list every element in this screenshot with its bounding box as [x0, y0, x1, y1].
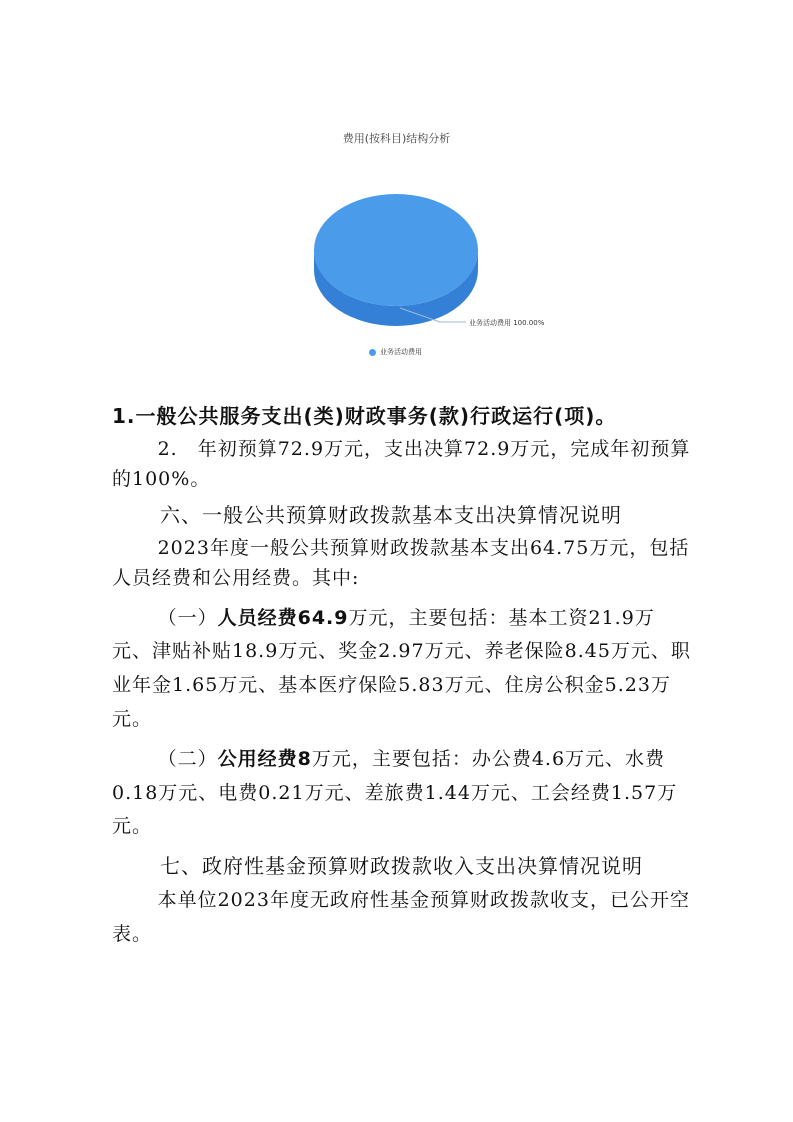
section7-body: 本单位2023年度无政府性基金预算财政拨款收支，已公开空表。: [112, 889, 690, 946]
item1-prefix: （一）: [157, 606, 218, 629]
chart-title: 费用(按科目)结构分析: [342, 132, 451, 145]
document-body: [112, 400, 692, 952]
pie-chart: [0, 0, 793, 380]
pie-slice-label: 业务活动费用 100.00%: [469, 319, 545, 327]
item2-prefix: （二）: [157, 747, 218, 770]
section1-body: 2. 年初预算72.9万元，支出决算72.9万元，完成年初预算的100%。: [112, 438, 691, 491]
item2-bold: 公用经费8: [217, 747, 312, 770]
legend-swatch: [369, 349, 376, 356]
section6-title: 六、一般公共预算财政拨款基本支出决算情况说明: [160, 502, 622, 527]
section1-title: 1.一般公共服务支出(类)财政事务(款)行政运行(项)。: [112, 404, 617, 428]
pie-slice-业务活动费用: [314, 194, 478, 306]
item1-bold: 人员经费64.9: [217, 606, 349, 629]
legend-label: 业务活动费用: [380, 348, 422, 356]
chart-area: [0, 0, 793, 380]
item1-paragraph: [112, 602, 692, 737]
item2-rest: 万元，主要包括：办公费4.6万元、水费0.18万元、电费0.21万元、差旅费1.44万元、工会经费1.57万元。: [112, 747, 678, 838]
section7-title: 七、政府性基金预算财政拨款收入支出决算情况说明: [160, 854, 643, 879]
item2-paragraph: [112, 743, 692, 844]
chart-legend: [369, 347, 422, 357]
section6-body: 2023年度一般公共预算财政拨款基本支出64.75万元，包括人员经费和公用经费。其中:: [112, 536, 690, 590]
item1-rest: 万元，主要包括：基本工资21.9万元、津贴补贴18.9万元、奖金2.97万元、养老保险8.45万元、职业年金1.65万元、基本医疗保险5.83万元、住房公积金5.23万元。: [112, 606, 691, 730]
